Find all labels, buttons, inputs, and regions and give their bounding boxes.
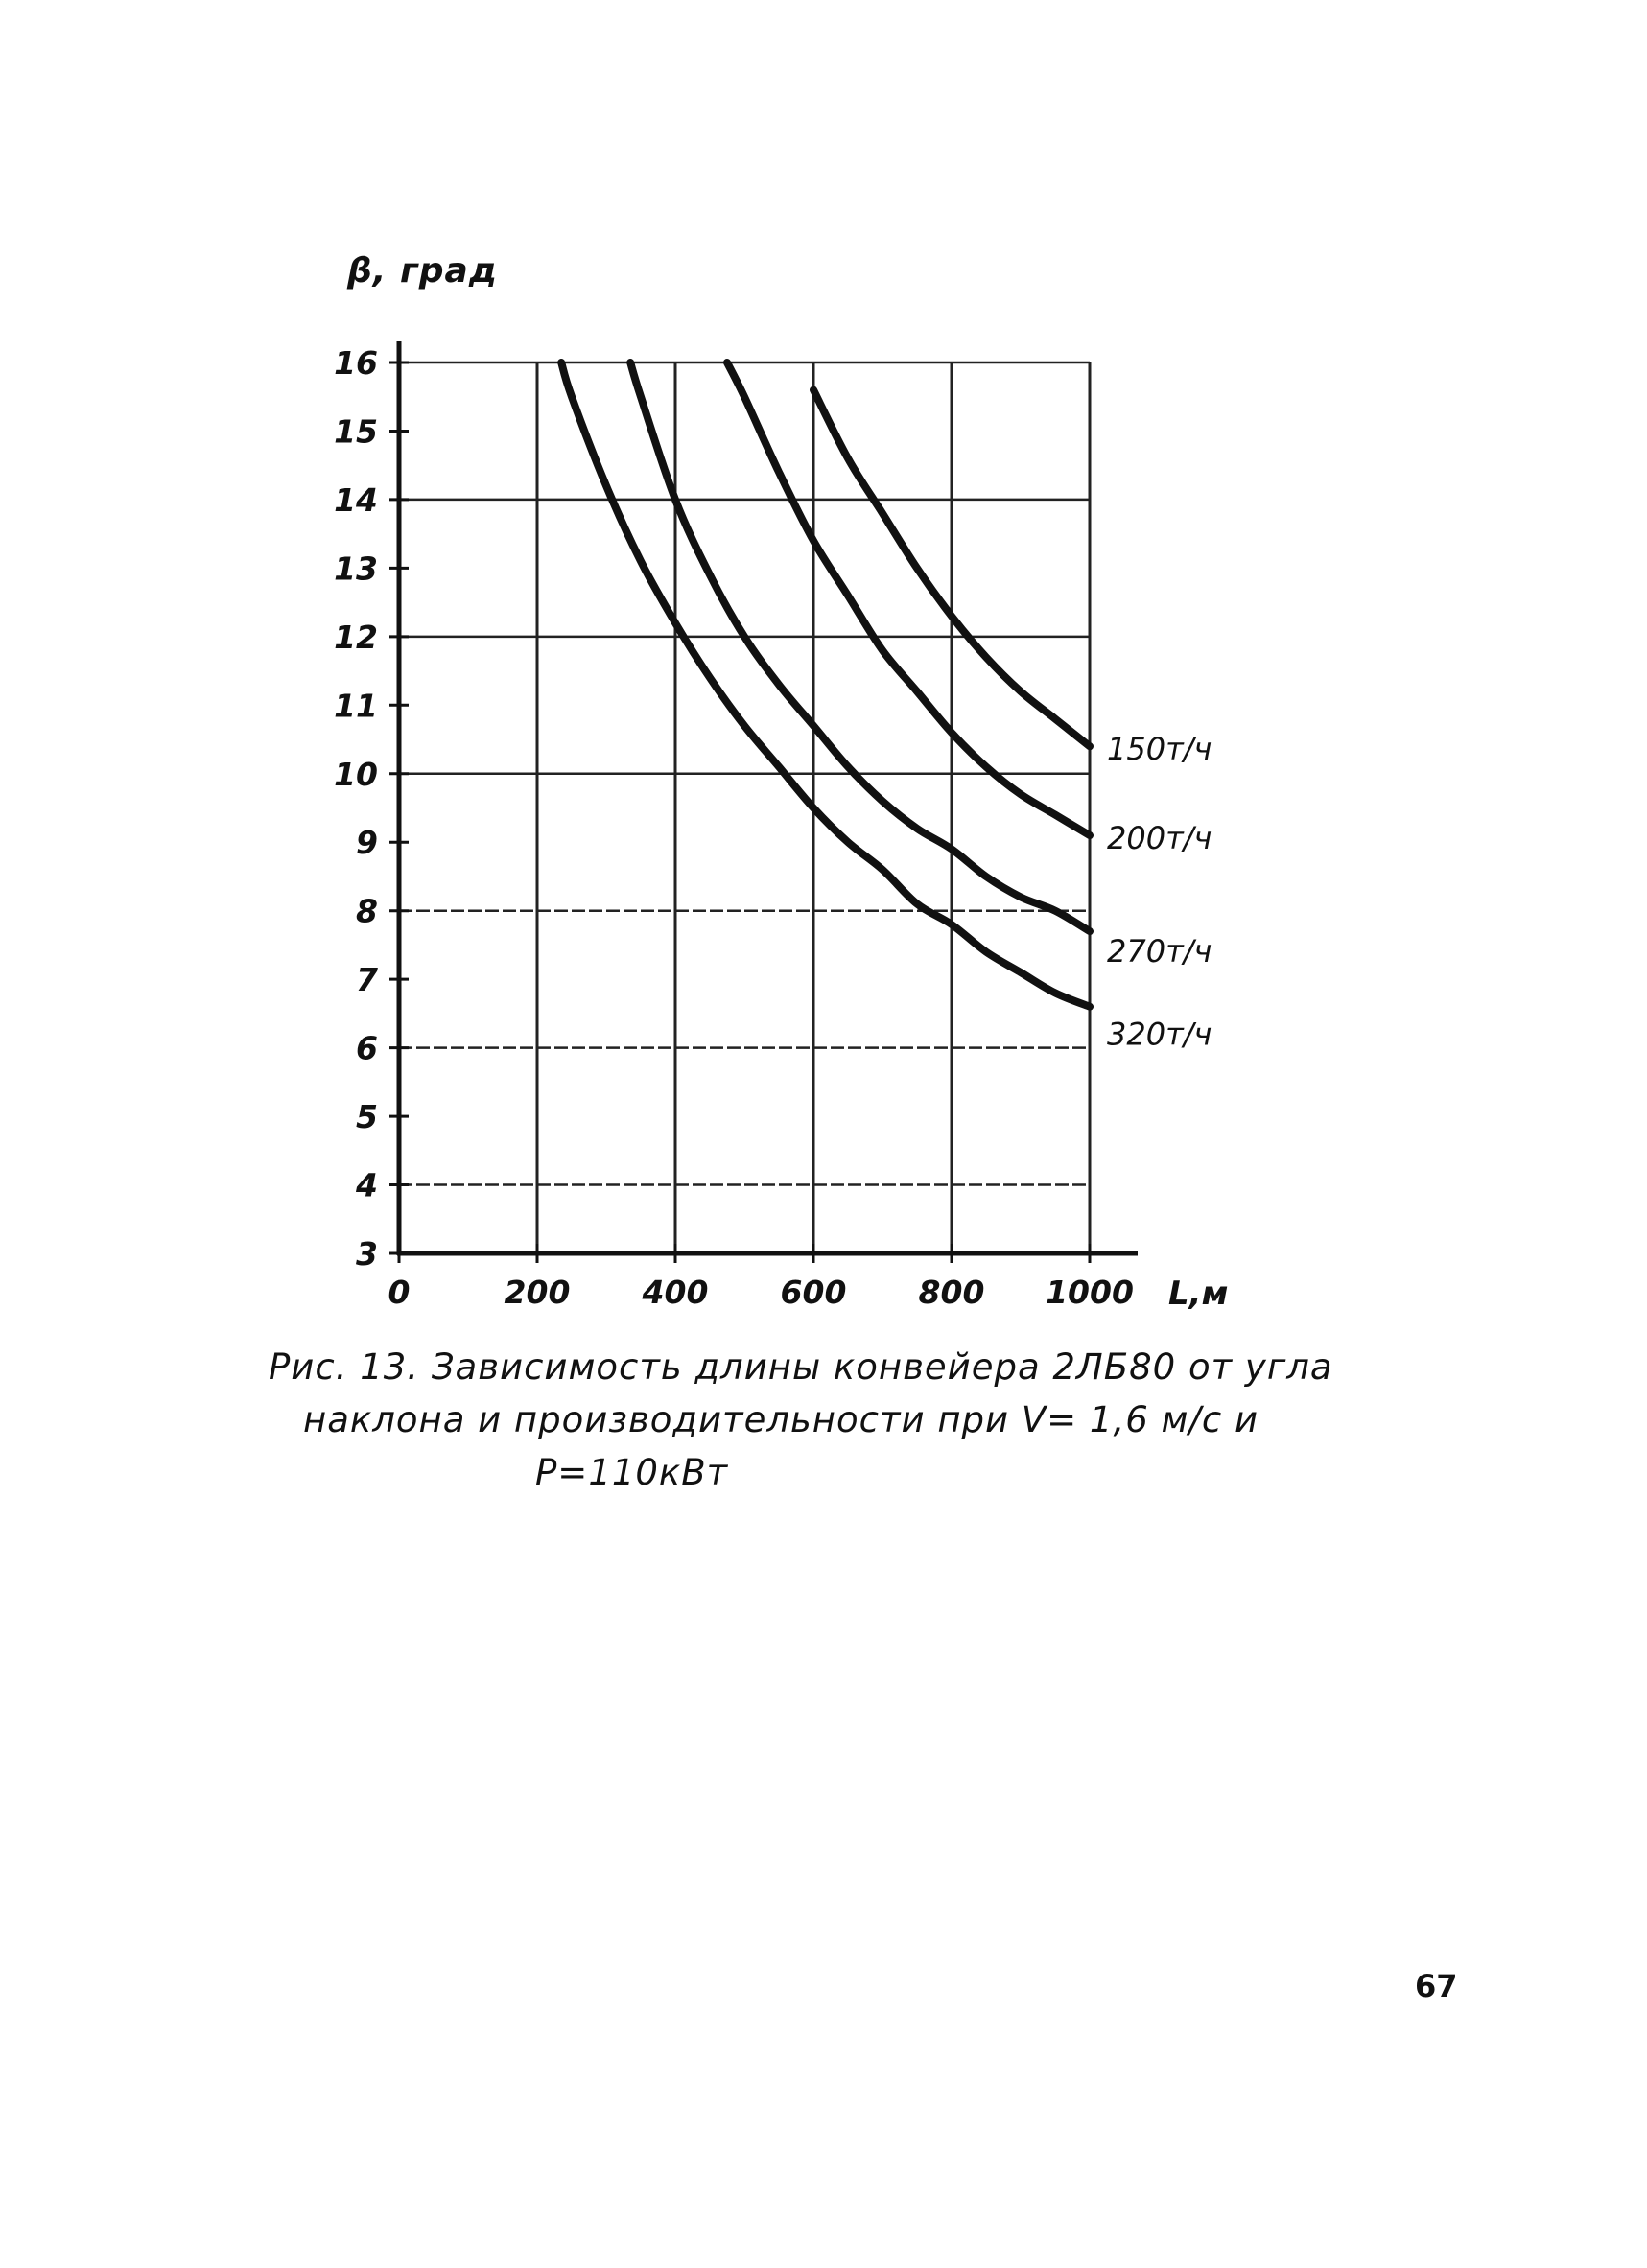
y-tick-label-6: 6 [356, 1029, 378, 1067]
y-tick-label-16: 16 [334, 344, 378, 382]
series-line-2 [630, 362, 1090, 931]
y-tick-label-15: 15 [334, 412, 378, 451]
x-tick-labels [388, 1274, 1134, 1311]
y-tick-label-13: 13 [334, 549, 378, 588]
x-tick-label-1000: 1000 [1046, 1274, 1134, 1311]
grid-lines [399, 362, 1090, 1253]
x-axis-title: L,м [1168, 1274, 1229, 1313]
y-axis-title: β, град [347, 251, 498, 291]
x-tick-label-400: 400 [642, 1274, 709, 1311]
x-tick-label-800: 800 [918, 1274, 985, 1311]
y-tick-labels [334, 344, 378, 1273]
series-label-0: 150т/ч [1107, 731, 1212, 768]
axes [389, 341, 1138, 1263]
y-tick-label-9: 9 [356, 824, 378, 862]
series-label-2: 270т/ч [1107, 933, 1212, 970]
y-tick-label-3: 3 [356, 1235, 378, 1273]
y-tick-label-8: 8 [356, 892, 378, 930]
series-label-3: 320т/ч [1107, 1016, 1212, 1053]
caption-line-1: Рис. 13. Зависимость длины конвейера 2ЛБ80 от угла [269, 1346, 1333, 1388]
x-tick-label-0: 0 [388, 1274, 411, 1311]
series-labels [1107, 731, 1212, 1053]
y-tick-label-5: 5 [356, 1098, 378, 1136]
y-tick-label-12: 12 [334, 618, 378, 656]
x-tick-label-600: 600 [780, 1274, 847, 1311]
y-tick-label-11: 11 [334, 687, 378, 725]
caption-line-3: Р=110кВт [535, 1452, 729, 1493]
y-tick-label-7: 7 [356, 961, 378, 999]
y-tick-label-14: 14 [334, 480, 378, 519]
series-label-1: 200т/ч [1107, 820, 1212, 857]
y-tick-label-10: 10 [334, 755, 378, 793]
x-tick-label-200: 200 [504, 1274, 571, 1311]
figure-caption [269, 1341, 1420, 1499]
page-number: 67 [1415, 1968, 1458, 2004]
y-tick-label-4: 4 [356, 1166, 378, 1204]
caption-line-2: наклона и производительности при V= 1,6 м/с и [303, 1399, 1259, 1440]
